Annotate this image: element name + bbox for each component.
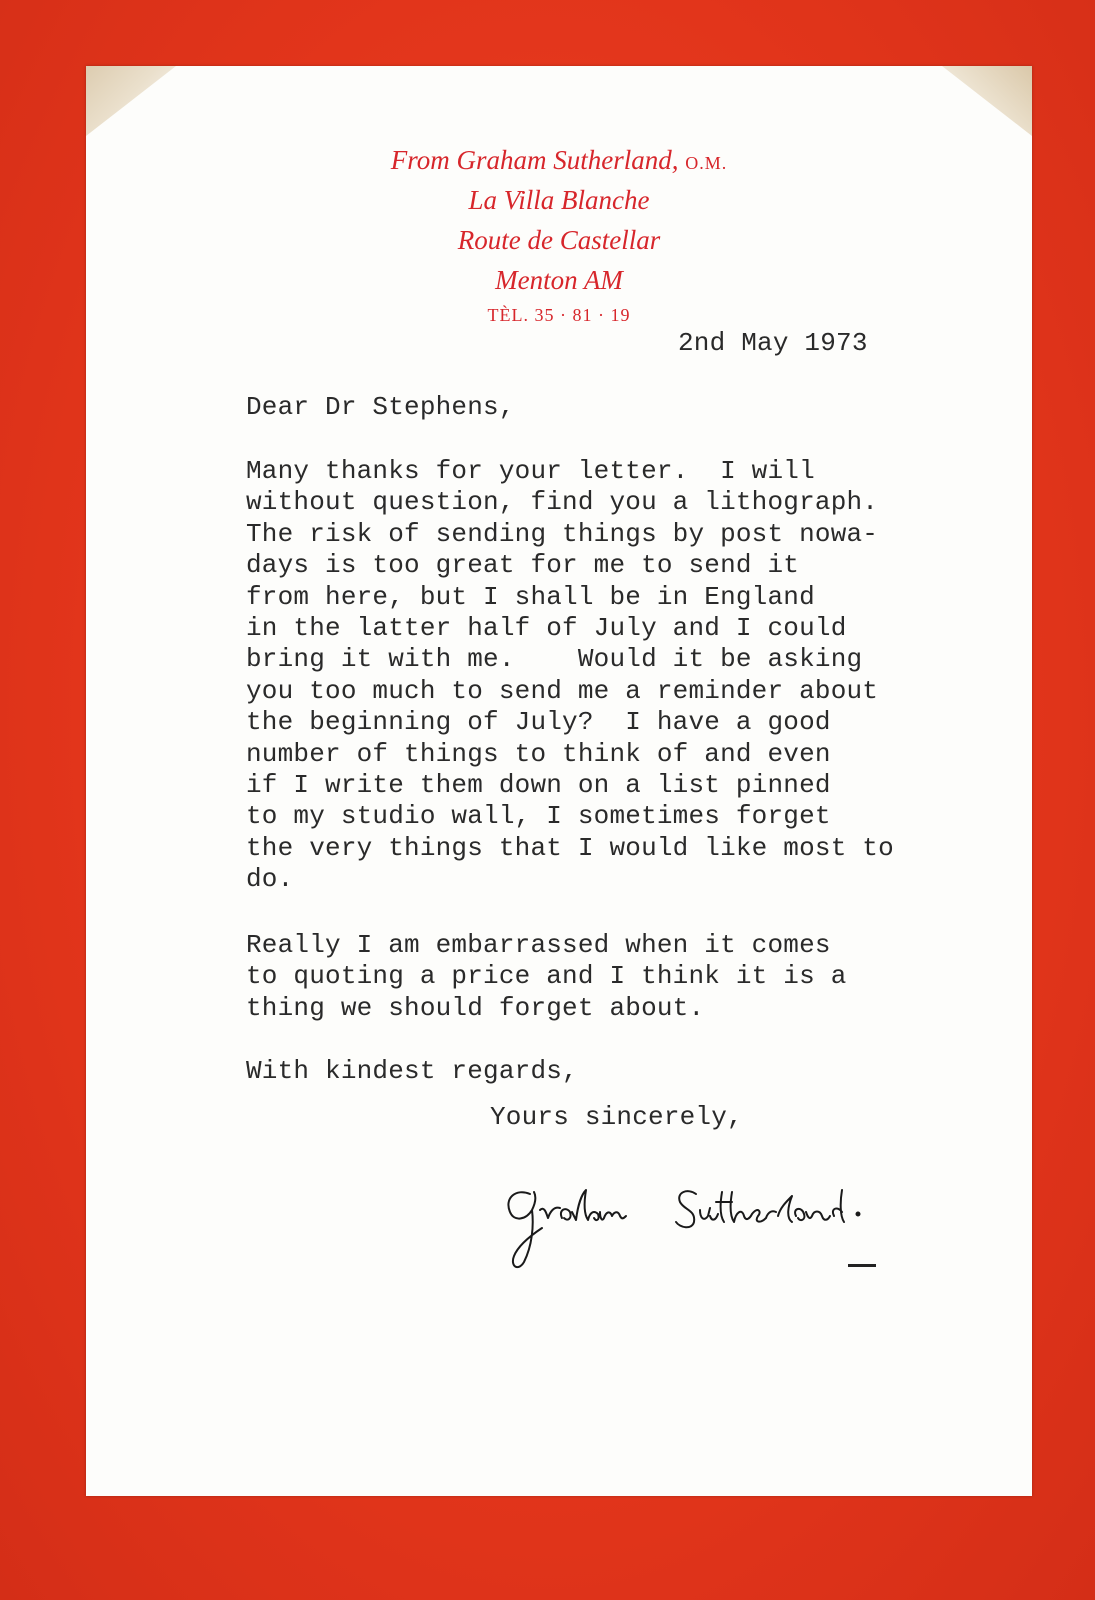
letterhead-street: Route de Castellar bbox=[457, 225, 661, 255]
letterhead-honour: O.M. bbox=[685, 153, 728, 173]
letterhead-sender-name: From Graham Sutherland, bbox=[390, 145, 679, 175]
text-line: bring it with me. Would it be asking bbox=[246, 644, 863, 675]
text-line: to my studio wall, I sometimes forget bbox=[246, 801, 831, 832]
tape-residue-top-left bbox=[86, 66, 176, 136]
letter-closing: With kindest regards, bbox=[246, 1056, 578, 1086]
text-line: do. bbox=[246, 864, 294, 895]
signature-dash bbox=[848, 1264, 876, 1267]
text-line: days is too great for me to send it bbox=[246, 550, 800, 581]
text-line: Really I am embarrassed when it comes bbox=[246, 930, 831, 960]
letter-sheet bbox=[86, 66, 1032, 1496]
letterhead-sender bbox=[86, 140, 1032, 180]
text-line: Many thanks for your letter. I will bbox=[246, 456, 815, 486]
text-line: number of things to think of and even bbox=[246, 738, 831, 769]
letterhead-villa: La Villa Blanche bbox=[468, 185, 650, 215]
text-line: to quoting a price and I think it is a bbox=[246, 961, 847, 992]
letterhead-town: Menton AM bbox=[495, 265, 623, 295]
letter-signoff: Yours sincerely, bbox=[490, 1102, 743, 1132]
text-line: the very things that I would like most to bbox=[246, 832, 894, 863]
text-line: in the latter half of July and I could bbox=[246, 613, 847, 644]
tape-residue-top-right bbox=[942, 66, 1032, 136]
text-line: if I write them down on a list pinned bbox=[246, 770, 831, 801]
letter-date: 2nd May 1973 bbox=[678, 328, 868, 358]
text-line: from here, but I shall be in England bbox=[246, 581, 815, 612]
letterhead bbox=[86, 140, 1032, 328]
text-line: The risk of sending things by post nowa- bbox=[246, 518, 879, 549]
handwritten-signature bbox=[496, 1166, 936, 1276]
body-paragraph-1 bbox=[246, 456, 894, 896]
body-paragraph-2 bbox=[246, 930, 847, 1024]
text-line: thing we should forget about. bbox=[246, 992, 705, 1023]
text-line: you too much to send me a reminder about bbox=[246, 675, 879, 706]
text-line: the beginning of July? I have a good bbox=[246, 707, 831, 738]
letterhead-telephone: TÈL. 35 · 81 · 19 bbox=[487, 305, 631, 325]
text-line: without question, find you a lithograph. bbox=[246, 487, 879, 518]
letter-salutation: Dear Dr Stephens, bbox=[246, 392, 515, 422]
